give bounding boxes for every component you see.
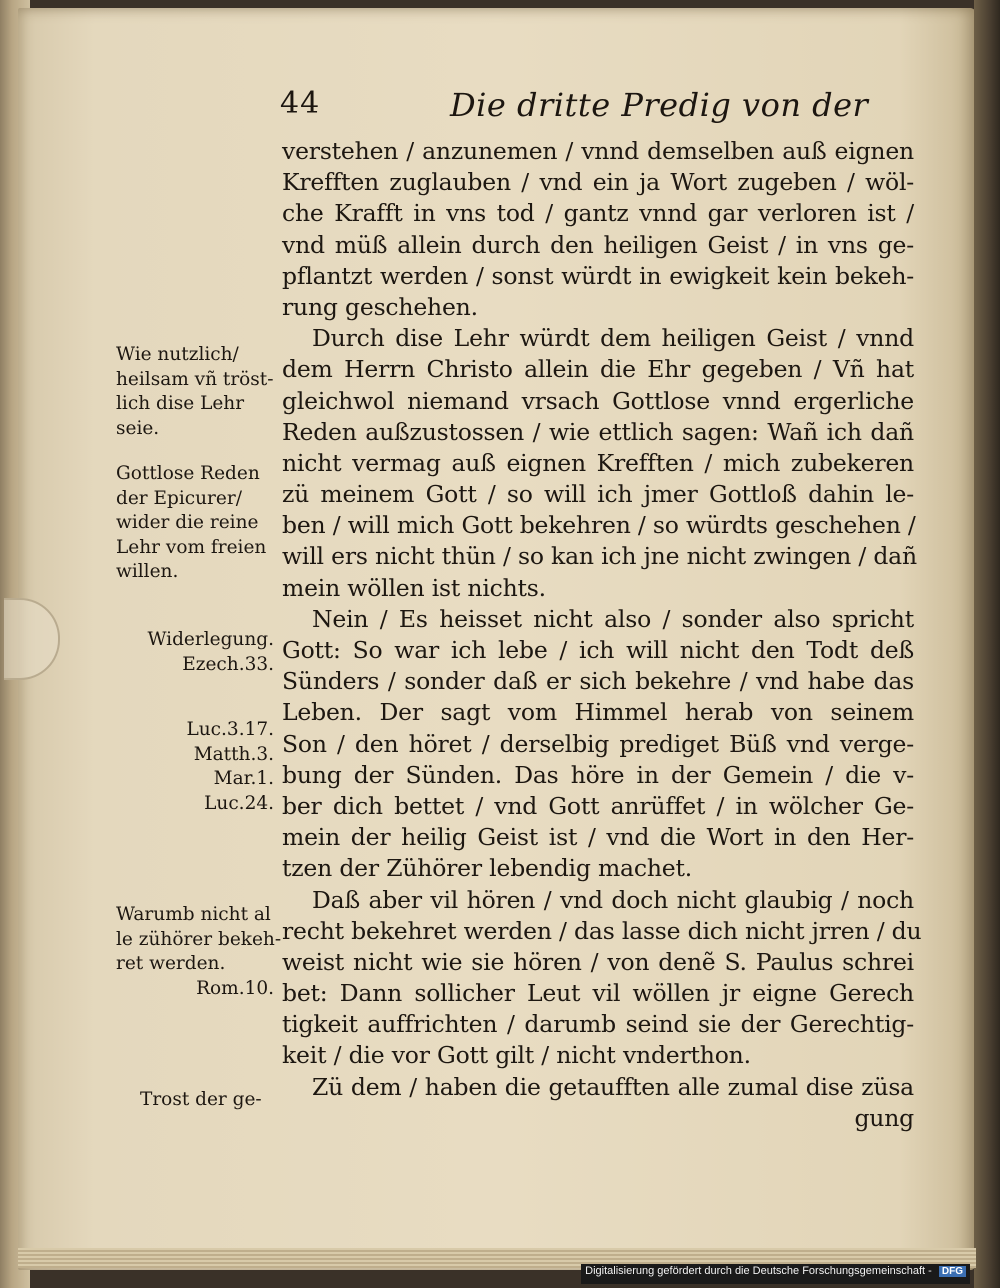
text-line: Daß aber vil hören / vnd doch nicht glaubig / noch — [312, 885, 914, 914]
text-line: mein wöllen ist nichts. — [282, 573, 546, 602]
text-line: che Krafft in vns tod / gantz vnnd gar verloren ist / — [282, 199, 914, 228]
side-note-line: Rom.10. — [196, 977, 274, 999]
text-line: will ers nicht thün / so kan ich jne nicht zwingen / dañ — [282, 542, 917, 571]
running-head — [280, 86, 900, 126]
side-note-line: Matth.3. — [193, 743, 274, 765]
book-right-edge — [974, 0, 1000, 1288]
text-line: Nein / Es heisset nicht also / sonder also spricht — [312, 604, 914, 633]
side-note-comfort — [140, 1088, 262, 1113]
side-note-usefulness — [116, 343, 274, 441]
text-line: tigkeit auffrichten / darumb seind sie der Gerechtig- — [282, 1010, 914, 1039]
side-note-line: Gottlose Reden — [116, 463, 260, 484]
text-line: verstehen / anzunemen / vnnd demselben auß eignen — [282, 137, 914, 165]
side-note-line: lich dise Lehr — [116, 393, 245, 414]
text-line: zü meinem Gott / so will ich jmer Gottloß dahin le- — [282, 480, 914, 509]
side-note-scripture-refs — [116, 718, 274, 816]
side-note-line: Warumb nicht al — [116, 904, 271, 925]
side-note-refutation — [116, 628, 274, 677]
side-note-line: der Epicurer/ — [116, 487, 242, 509]
text-line: Krefften zuglauben / vnd ein ja Wort zugeben / wöl- — [282, 168, 914, 197]
text-line: ben / will mich Gott bekehren / so würdts geschehen / — [282, 511, 916, 540]
side-note-line: Trost der ge- — [140, 1089, 262, 1110]
side-note-line: Lehr vom freien — [116, 536, 267, 558]
text-line: ber dich bettet / vnd Gott anrüffet / in wölcher Ge- — [282, 791, 914, 820]
text-line: vnd müß allein durch den heiligen Geist / in vns ge- — [282, 230, 914, 259]
text-line: Durch dise Lehr würdt dem heiligen Geist / vnnd — [312, 324, 914, 353]
page-title: Die dritte Predig von der — [450, 86, 869, 124]
side-note-epicurean-speech — [116, 462, 266, 585]
dfg-logo-icon: DFG — [939, 1266, 966, 1277]
text-line: bung der Sünden. Das höre in der Gemein / die v- — [282, 760, 914, 789]
text-line: weist nicht wie sie hören / von denẽ S. Paulus schrei — [282, 947, 914, 976]
side-note-why-not-all — [116, 903, 282, 1001]
text-line: Zü dem / haben die getaufften alle zumal dise züsa — [312, 1072, 914, 1101]
text-line: gleichwol niemand vrsach Gottlose vnnd ergerliche — [282, 386, 914, 415]
page-number: 44 — [280, 86, 321, 121]
side-note-line: seie. — [116, 417, 160, 439]
side-note-line: wider die reine — [116, 512, 259, 533]
side-note-line: willen. — [116, 561, 179, 582]
text-line: Leben. Der sagt vom Himmel herab von seinem — [282, 698, 914, 727]
text-line: dem Herrn Christo allein die Ehr gegeben / Vñ hat — [282, 355, 914, 384]
side-note-line: Luc.24. — [204, 792, 274, 814]
side-note-line: heilsam vñ tröst- — [116, 368, 274, 390]
text-line: Sünders / sonder daß er sich bekehre / vnd habe das — [282, 667, 914, 696]
side-note-line: Wie nutzlich/ — [116, 344, 239, 365]
catchword: gung — [854, 1103, 914, 1132]
text-line: Gott: So war ich lebe / ich will nicht den Todt deß — [282, 636, 914, 664]
text-line: pflantzt werden / sonst würdt in ewigkeit kein bekeh- — [282, 261, 914, 290]
digitization-credit — [581, 1264, 970, 1284]
text-line: tzen der Zühörer lebendig machet. — [282, 854, 692, 883]
text-line: recht bekehret werden / das lasse dich nicht jrren / du — [282, 916, 922, 945]
text-line: keit / die vor Gott gilt / nicht vnderthon. — [282, 1041, 751, 1070]
side-note-line: Ezech.33. — [182, 653, 274, 675]
side-note-line: Luc.3.17. — [186, 719, 274, 740]
text-line: nicht vermag auß eignen Krefften / mich zubekeren — [282, 448, 914, 477]
text-line: Reden außzustossen / wie ettlich sagen: Wañ ich dañ — [282, 417, 914, 446]
side-note-line: ret werden. — [116, 953, 226, 974]
text-line: Son / den höret / derselbig prediget Büß vnd verge- — [282, 729, 914, 758]
side-note-line: Mar.1. — [213, 768, 274, 789]
text-line: bet: Dann sollicher Leut vil wöllen jr eigne Gerech — [282, 979, 914, 1008]
body-text — [282, 136, 922, 1134]
text-line: rung geschehen. — [282, 292, 478, 321]
side-note-line: le zühörer bekeh- — [116, 928, 282, 950]
credit-text: Digitalisierung gefördert durch die Deutsche Forschungsgemeinschaft - — [585, 1265, 932, 1277]
text-line: mein der heilig Geist ist / vnd die Wort in den Her- — [282, 823, 914, 852]
side-note-line: Widerlegung. — [147, 629, 274, 650]
